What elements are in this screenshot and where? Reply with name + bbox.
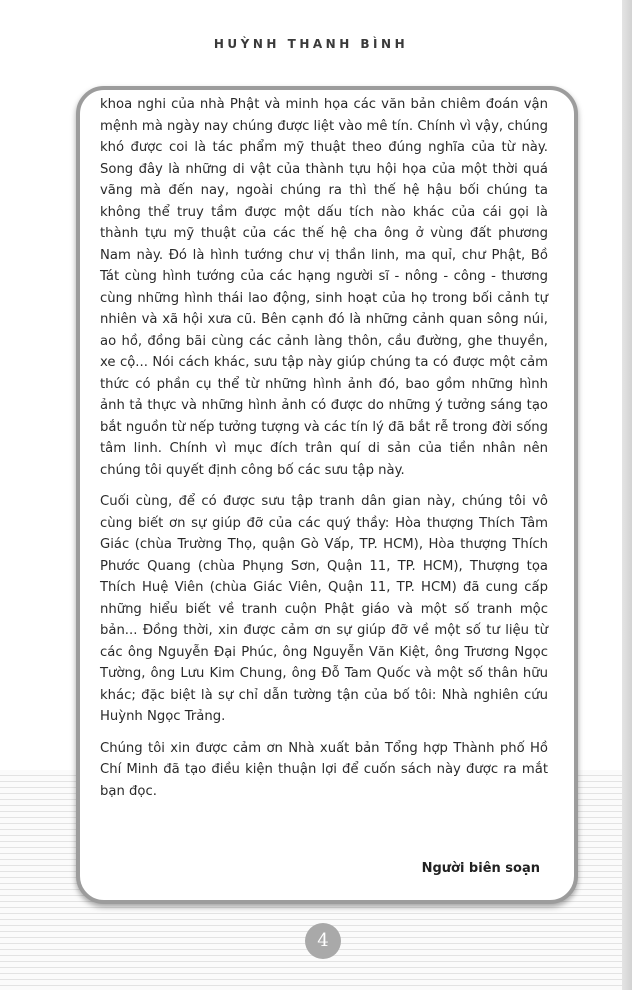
page-number: 4 [305, 923, 341, 959]
body-text [100, 94, 548, 812]
paragraph-3: Chúng tôi xin được cảm ơn Nhà xuất bản Tổng hợp Thành phố Hồ Chí Minh đã tạo điều kiện thuận lợi để cuốn sách này được ra mắt bạn đọc. [100, 740, 548, 799]
running-header-author: HUỲNH THANH BÌNH [213, 37, 409, 51]
paragraph-2: Cuối cùng, để có được sưu tập tranh dân gian này, chúng tôi vô cùng biết ơn sự giúp đỡ của các quý thầy: Hòa thượng Thích Tâm Giác (chùa Trường Thọ, quận Gò Vấp, TP. HCM), Hòa thượng Thích Phước Quang (chùa Phụng Sơn, Quận 11, TP. HCM), Thượng tọa Thích Huệ Viên (chùa Giác Viên, Quận 11, TP. HCM) đã cung cấp những hiểu biết về tranh cuộn Phật giáo và một số tranh mộc bản... Đồng thời, xin được cảm ơn sự giúp đỡ về một số tư liệu từ các ông Nguyễn Đại Phúc, ông Nguyễn Văn Kiệt, ông Trương Ngọc Tường, ông Lưu Kim Chung, ông Đỗ Tam Quốc và một số thân hữu khác; đặc biệt là sự chỉ dẫn tường tận của bố tôi: Nhà nghiên cứu Huỳnh Ngọc Trảng. [100, 494, 548, 724]
paragraph-1: khoa nghi của nhà Phật và minh họa các văn bản chiêm đoán vận mệnh mà ngày nay chúng được liệt vào mê tín. Chính vì vậy, chúng khó được coi là tác phẩm mỹ thuật theo đúng nghĩa của từ này. Song đây là những di vật của thành tựu hội họa của một thời quá vãng mà đến nay, ngoài chúng ra thì thế hệ hậu bối chúng ta không thể truy tầm được một dấu tích nào khác của cái gọi là thành tựu mỹ thuật của các thế hệ cha ông ở vùng đất phương Nam này. Đó là hình tướng chư vị thần linh, ma quỉ, chư Phật, Bồ Tát cùng hình tướng của các hạng người sĩ - nông - công - thương cùng những hình thái lao động, sinh hoạt của họ trong bối cảnh tự nhiên và xã hội xưa cũ. Bên cạnh đó là những cảnh quan sông núi, ao hồ, đồng bãi cùng các cảnh làng thôn, cầu đường, ghe thuyền, xe cộ... Nói cách khác, sưu tập này giúp chúng ta có được một cảm thức có phần cụ thể từ những hình ảnh đó, bao gồm những hình ảnh tả thực và những hình ảnh có được do những ý tưởng sáng tạo bắt nguồn từ nếp tưởng tượng và các tín lý đã bắt rễ trong đời sống tâm linh. Chính vì mục đích trân quí di sản của tiền nhân nên chúng tôi quyết định công bố các sưu tập này. [100, 97, 548, 478]
signature: Người biên soạn [421, 861, 540, 876]
page-edge-shadow [622, 0, 632, 990]
